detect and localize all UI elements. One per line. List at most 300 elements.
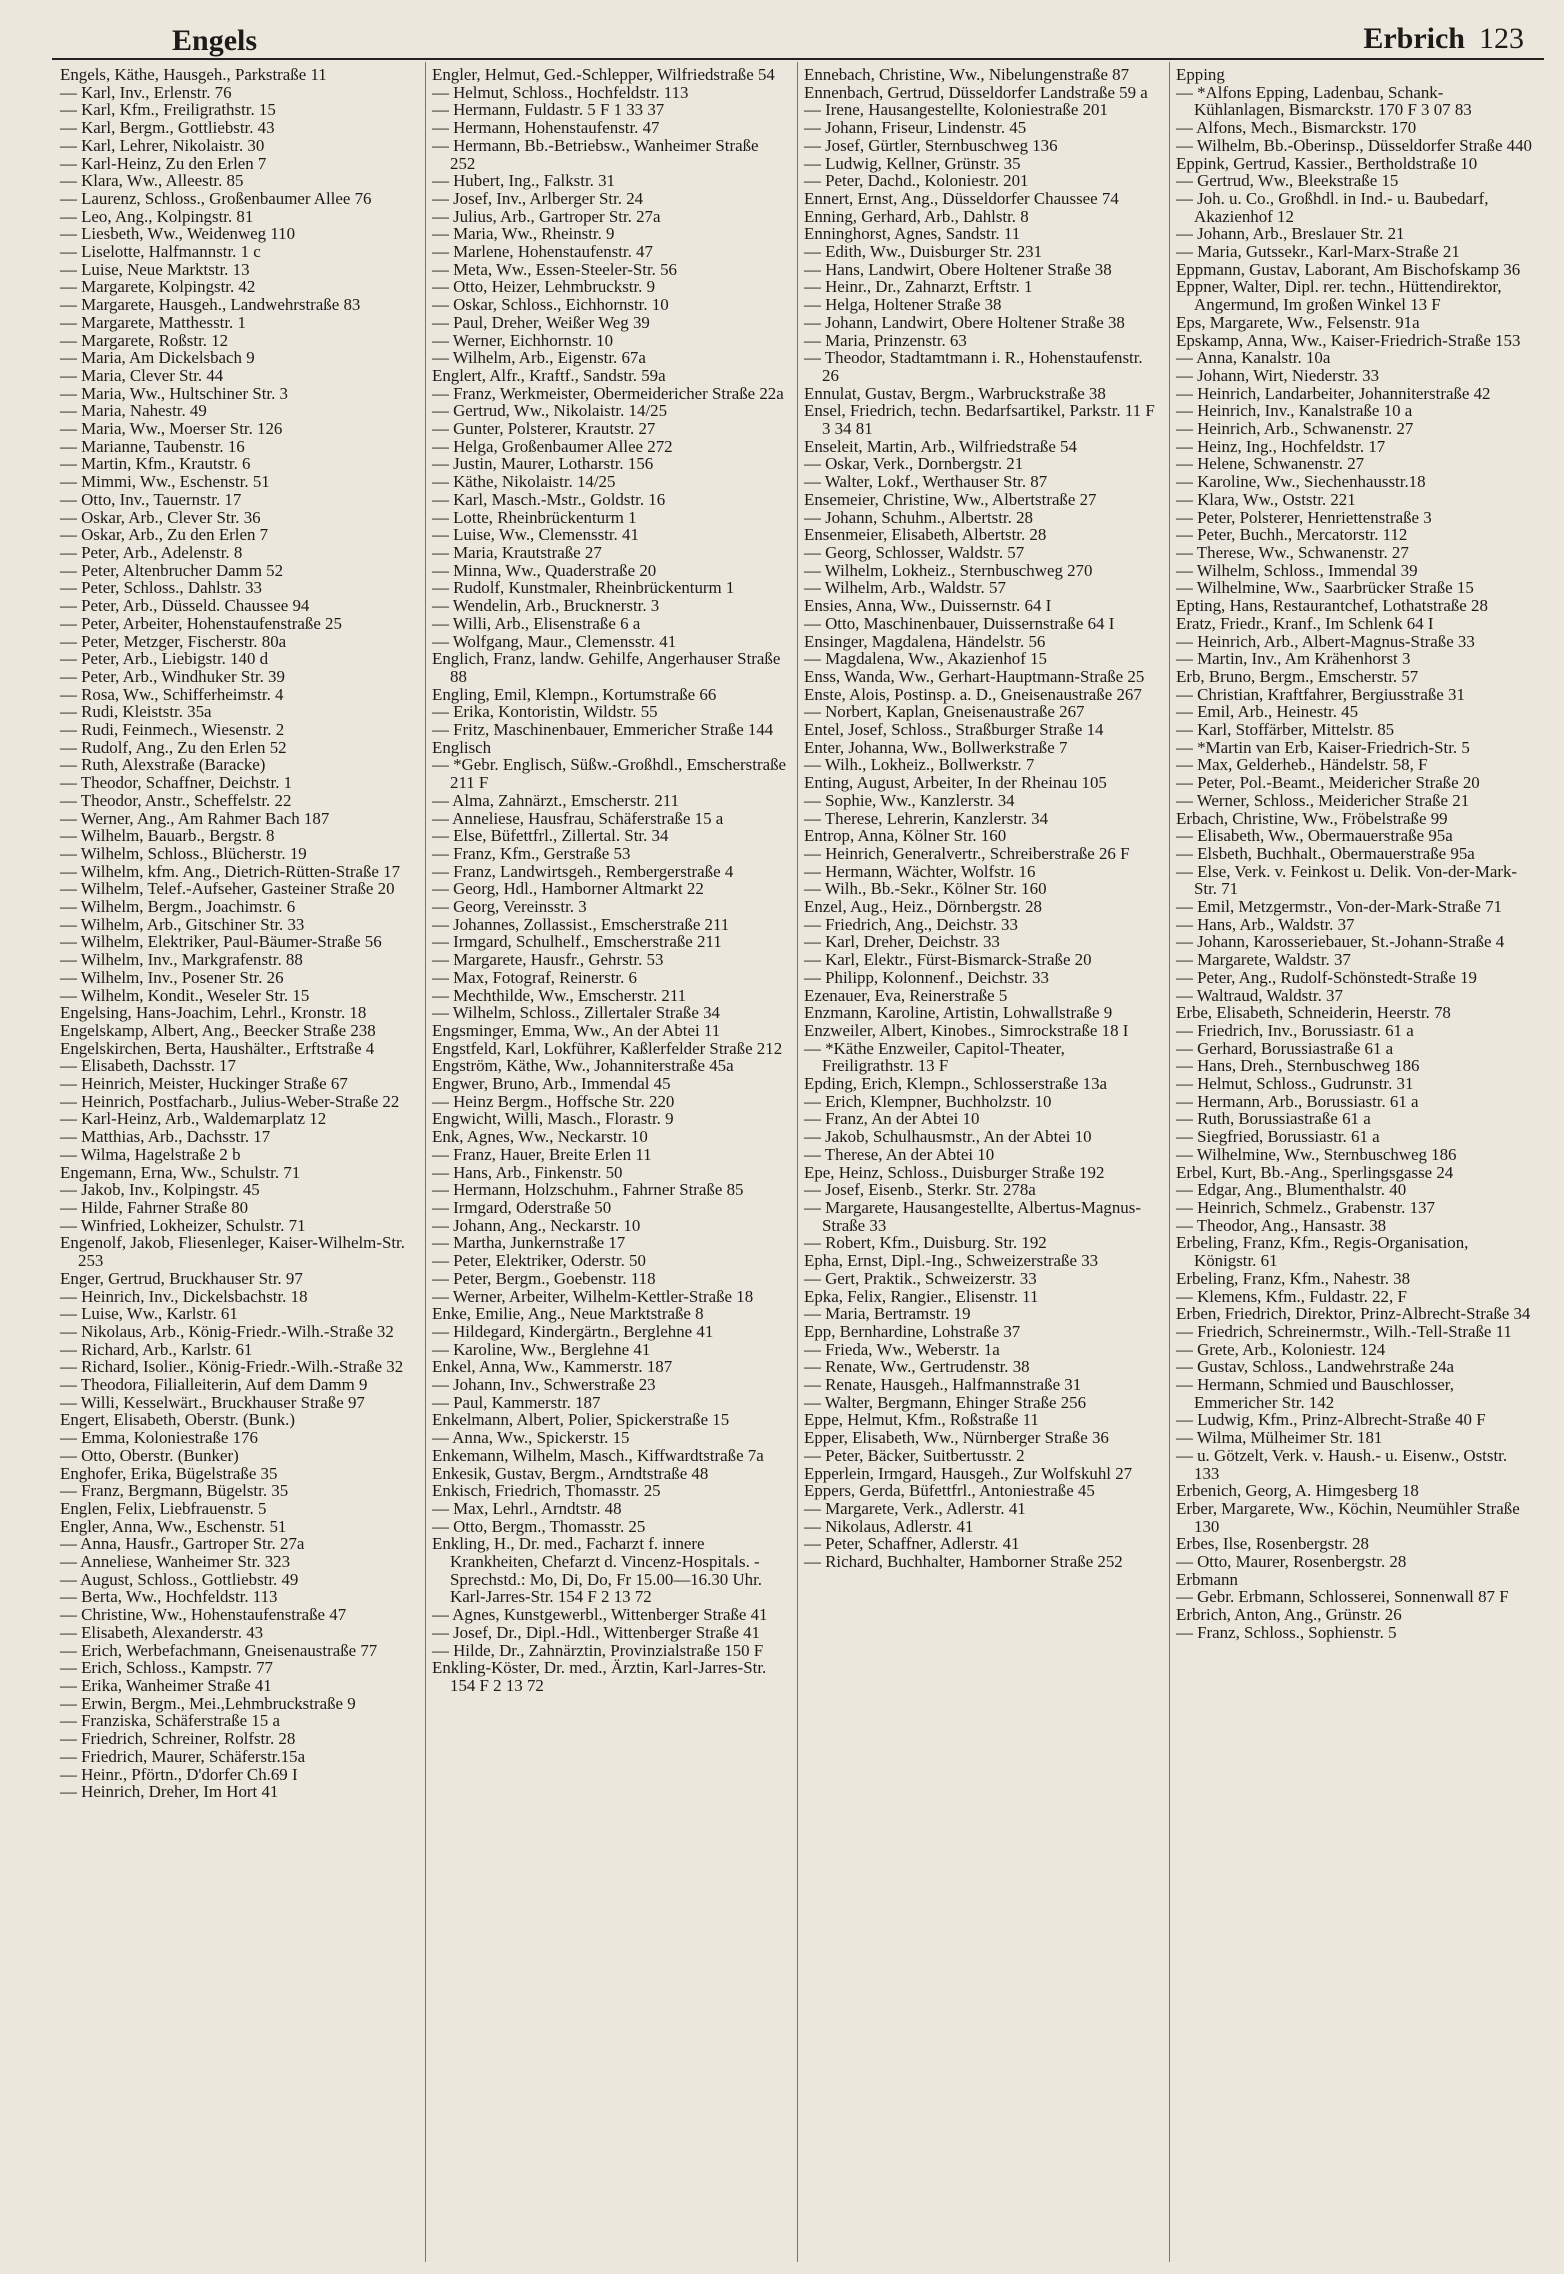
directory-entry: — Norbert, Kaplan, Gneisenaustraße 267 (804, 702, 1085, 722)
directory-entry: — Erwin, Bergm., Mei.,Lehmbruckstraße 9 (60, 1693, 356, 1713)
directory-entry: Engwicht, Willi, Masch., Florastr. 9 (432, 1109, 674, 1129)
directory-entry: — Heinrich, Postfacharb., Julius-Weber-Straße 22 (60, 1091, 400, 1111)
directory-entry: — Margarete, Waldstr. 37 (1176, 950, 1351, 970)
directory-entry: — Else, Büfettfrl., Zillertal. Str. 34 (432, 826, 669, 846)
directory-entry: — Karl, Kfm., Freiligrathstr. 15 (60, 100, 276, 120)
directory-entry: — Peter, Schloss., Dahlstr. 33 (60, 578, 263, 598)
directory-entry: — Marlene, Hohenstaufenstr. 47 (432, 242, 653, 262)
directory-entry: — Erika, Kontoristin, Wildstr. 55 (432, 702, 658, 722)
directory-entry: — Margarete, Roßstr. 12 (60, 330, 229, 350)
directory-entry: Englisch (432, 737, 492, 757)
directory-entry: — Franz, Kfm., Gerstraße 53 (432, 843, 631, 863)
directory-entry: — Franz, Landwirtsgeh., Rembergerstraße 4 (432, 861, 734, 881)
directory-entry: — Peter, Altenbrucher Damm 52 (60, 560, 284, 580)
directory-entry: Ensenmeier, Elisabeth, Albertstr. 28 (804, 525, 1047, 545)
directory-entry: — Johann, Karosseriebauer, St.-Johann-Straße 4 (1176, 932, 1505, 952)
directory-entry: Eppmann, Gustav, Laborant, Am Bischofskamp 36 (1176, 259, 1521, 279)
directory-entry: — Otto, Maurer, Rosenbergstr. 28 (1176, 1552, 1407, 1572)
directory-entry: — Richard, Arb., Karlstr. 61 (60, 1339, 253, 1359)
directory-entry: Engwer, Bruno, Arb., Immendal 45 (432, 1074, 671, 1094)
directory-entry: Engler, Anna, Ww., Eschenstr. 51 (60, 1516, 287, 1536)
directory-entry: — Peter, Arb., Liebigstr. 140 d (60, 649, 269, 669)
directory-entry: — Maria, Am Dickelsbach 9 (60, 348, 255, 368)
directory-entry: — Irmgard, Schulhelf., Emscherstraße 211 (432, 932, 722, 952)
directory-entry: Engelsing, Hans-Joachim, Lehrl., Kronstr. 18 (60, 1003, 367, 1023)
directory-entry: — Otto, Oberstr. (Bunker) (60, 1445, 239, 1465)
directory-entry: — Edgar, Ang., Blumenthalstr. 40 (1176, 1180, 1407, 1200)
directory-entry: — Theodor, Anstr., Scheffelstr. 22 (60, 790, 292, 810)
directory-entry: Englert, Alfr., Kraftf., Sandstr. 59a (432, 365, 666, 385)
header-right (1363, 22, 1524, 56)
directory-entry: Enkling, H., Dr. med., Facharzt f. innere Krankheiten, Chefarzt d. Vincenz-Hospitals. - Sprechstd.: Mo, Di, Do, Fr 15.00—16.30 Uhr. Karl-Jarres-Str. 154 F 2 13 72 (432, 1534, 763, 1607)
directory-entry: — Wilma, Mülheimer Str. 181 (1176, 1428, 1383, 1448)
directory-entry: — Klemens, Kfm., Fuldastr. 22, F (1176, 1286, 1407, 1306)
directory-entry: Enter, Johanna, Ww., Bollwerkstraße 7 (804, 737, 1068, 757)
directory-entry: — Gebr. Erbmann, Schlosserei, Sonnenwall 87 F (1176, 1587, 1509, 1607)
directory-entry: — Fritz, Maschinenbauer, Emmericher Straße 144 (432, 720, 774, 740)
directory-entry: — Johann, Wirt, Niederstr. 33 (1176, 365, 1380, 385)
directory-entry: Engsminger, Emma, Ww., An der Abtei 11 (432, 1020, 721, 1040)
directory-entry: Erbrich, Anton, Ang., Grünstr. 26 (1176, 1605, 1402, 1625)
directory-entry: — Emma, Koloniestraße 176 (60, 1428, 258, 1448)
directory-entry: — Winfried, Lokheizer, Schulstr. 71 (60, 1215, 306, 1235)
directory-entry: — Wilhelm, Inv., Posener Str. 26 (60, 967, 284, 987)
directory-entry: Ennenbach, Gertrud, Düsseldorfer Landstraße 59 a (804, 82, 1148, 102)
directory-entry: — Franz, An der Abtei 10 (804, 1109, 980, 1129)
directory-entry: — Hans, Landwirt, Obere Holtener Straße 38 (804, 259, 1112, 279)
directory-entry: — Hermann, Bb.-Betriebsw., Wanheimer Straße 252 (432, 135, 759, 173)
directory-entry: — Berta, Ww., Hochfeldstr. 113 (60, 1587, 278, 1607)
directory-entry: — Magdalena, Ww., Akazienhof 15 (804, 649, 1047, 669)
directory-entry: — Anna, Ww., Spickerstr. 15 (432, 1428, 630, 1448)
directory-entry: Epting, Hans, Restaurantchef, Lothatstraße 28 (1176, 596, 1488, 616)
directory-entry: — Therese, Lehrerin, Kanzlerstr. 34 (804, 808, 1049, 828)
directory-entry: — Waltraud, Waldstr. 37 (1176, 985, 1343, 1005)
directory-entry: Erbach, Christine, Ww., Fröbelstraße 99 (1176, 808, 1448, 828)
directory-entry: Enzweiler, Albert, Kinobes., Simrockstraße 18 I (804, 1020, 1129, 1040)
directory-entry: — Gustav, Schloss., Landwehrstraße 24a (1176, 1357, 1455, 1377)
directory-entry: — Anna, Kanalstr. 10a (1176, 348, 1331, 368)
directory-entry: — Erika, Wanheimer Straße 41 (60, 1675, 272, 1695)
directory-entry: — Maria, Ww., Moerser Str. 126 (60, 419, 283, 439)
directory-entry: — August, Schloss., Gottliebstr. 49 (60, 1569, 299, 1589)
directory-entry: — Georg, Hdl., Hamborner Altmarkt 22 (432, 879, 704, 899)
directory-entry: — Philipp, Kolonnenf., Deichstr. 33 (804, 967, 1049, 987)
directory-entry: — Wilhelm, Bauarb., Bergstr. 8 (60, 826, 275, 846)
directory-entry: — Heinrich, Generalvertr., Schreiberstraße 26 F (804, 843, 1130, 863)
directory-entry: — *Martin van Erb, Kaiser-Friedrich-Str. 5 (1176, 737, 1470, 757)
directory-entry: — Peter, Elektriker, Oderstr. 50 (432, 1251, 646, 1271)
directory-entry: — Nikolaus, Adlerstr. 41 (804, 1516, 974, 1536)
directory-entry: Engemann, Erna, Ww., Schulstr. 71 (60, 1162, 301, 1182)
directory-entry: — Maria, Bertramstr. 19 (804, 1304, 971, 1324)
directory-entry: — Otto, Inv., Tauernstr. 17 (60, 489, 242, 509)
directory-entry: Erbe, Elisabeth, Schneiderin, Heerstr. 78 (1176, 1003, 1451, 1023)
directory-entry: — Mechthilde, Ww., Emscherstr. 211 (432, 985, 687, 1005)
directory-entry: — Josef, Gürtler, Sternbuschweg 136 (804, 135, 1058, 155)
directory-entry: — Karl, Masch.-Mstr., Goldstr. 16 (432, 489, 666, 509)
directory-entry: Engelskirchen, Berta, Haushälter., Erftstraße 4 (60, 1038, 375, 1058)
directory-entry: Eratz, Friedr., Kranf., Im Schlenk 64 I (1176, 613, 1434, 633)
directory-entry: — Willi, Kesselwärt., Bruckhauser Straße 97 (60, 1392, 365, 1412)
directory-entry: — Lotte, Rheinbrückenturm 1 (432, 507, 637, 527)
header-right-guide-word: Erbrich (1363, 22, 1465, 55)
directory-entry: Engels, Käthe, Hausgeh., Parkstraße 11 (60, 65, 327, 84)
directory-entry: Entel, Josef, Schloss., Straßburger Straße 14 (804, 720, 1104, 740)
directory-entry: — Werner, Ang., Am Rahmer Bach 187 (60, 808, 330, 828)
directory-entry: Erbel, Kurt, Bb.-Ang., Sperlingsgasse 24 (1176, 1162, 1454, 1182)
directory-entry: — Klara, Ww., Oststr. 221 (1176, 489, 1356, 509)
directory-entry: — Mimmi, Ww., Eschenstr. 51 (60, 472, 270, 492)
directory-entry: Enning, Gerhard, Arb., Dahlstr. 8 (804, 206, 1029, 226)
directory-entry: — Johann, Inv., Schwerstraße 23 (432, 1375, 656, 1395)
directory-entry: Erbes, Ilse, Rosenbergstr. 28 (1176, 1534, 1369, 1554)
directory-entry: Enting, August, Arbeiter, In der Rheinau 105 (804, 773, 1107, 793)
directory-entry: — Minna, Ww., Quaderstraße 20 (432, 560, 657, 580)
directory-entry: — Johann, Schuhm., Albertstr. 28 (804, 507, 1033, 527)
directory-entry: Enghofer, Erika, Bügelstraße 35 (60, 1463, 278, 1483)
directory-entry: Ensel, Friedrich, techn. Bedarfsartikel, Parkstr. 11 F 3 34 81 (804, 401, 1155, 439)
directory-entry: — Georg, Vereinsstr. 3 (432, 897, 587, 917)
directory-entry: — Friedrich, Schreiner, Rolfstr. 28 (60, 1729, 296, 1749)
directory-entry: — Karoline, Ww., Siechenhausstr.18 (1176, 472, 1426, 492)
directory-entry: — Werner, Eichhornstr. 10 (432, 330, 614, 350)
directory-entry: Engstfeld, Karl, Lokführer, Kaßlerfelder Straße 212 (432, 1038, 783, 1058)
directory-entry: — Elisabeth, Alexanderstr. 43 (60, 1622, 264, 1642)
directory-entry: — Wilhelm, kfm. Ang., Dietrich-Rütten-Straße 17 (60, 861, 401, 881)
directory-entry: — Richard, Buchhalter, Hamborner Straße 252 (804, 1552, 1123, 1572)
directory-entry: — Peter, Arbeiter, Hohenstaufenstraße 25 (60, 613, 342, 633)
directory-entry: — Therese, An der Abtei 10 (804, 1144, 995, 1164)
directory-entry: — Meta, Ww., Essen-Steeler-Str. 56 (432, 259, 677, 279)
directory-entry: — Paul, Kammerstr. 187 (432, 1392, 601, 1412)
directory-entry: — Franz, Schloss., Sophienstr. 5 (1176, 1622, 1397, 1642)
directory-entry: — Johannes, Zollassist., Emscherstraße 211 (432, 914, 730, 934)
directory-entry: — Maria, Clever Str. 44 (60, 365, 224, 385)
directory-entry: — Peter, Ang., Rudolf-Schönstedt-Straße 19 (1176, 967, 1477, 987)
directory-entry: — Wilhelm, Arb., Gitschiner Str. 33 (60, 914, 305, 934)
directory-entry: — Margarete, Matthesstr. 1 (60, 312, 246, 332)
directory-entry: — Elisabeth, Ww., Obermauerstraße 95a (1176, 826, 1453, 846)
directory-entry: — Wilhelm, Kondit., Weseler Str. 15 (60, 985, 310, 1005)
directory-entry: — Ludwig, Kellner, Grünstr. 35 (804, 153, 1021, 173)
directory-entry: — Hermann, Holzschuhm., Fahrner Straße 85 (432, 1180, 744, 1200)
directory-entry: — Heinz, Ing., Hochfeldstr. 17 (1176, 436, 1386, 456)
directory-entry: — Alfons, Mech., Bismarckstr. 170 (1176, 118, 1417, 138)
directory-entry: — Hilde, Dr., Zahnärztin, Provinzialstraße 150 F (432, 1640, 764, 1660)
directory-entry: Epperlein, Irmgard, Hausgeh., Zur Wolfskuhl 27 (804, 1463, 1133, 1483)
directory-entry: — Gerhard, Borussiastraße 61 a (1176, 1038, 1394, 1058)
directory-entry: Eppink, Gertrud, Kassier., Bertholdstraße 10 (1176, 153, 1478, 173)
page-header (52, 18, 1544, 60)
directory-entry: Enzel, Aug., Heiz., Dörnbergstr. 28 (804, 897, 1042, 917)
directory-entry: — Margarete, Hausfr., Gehrstr. 53 (432, 950, 664, 970)
directory-entry: — Peter, Polsterer, Henriettenstraße 3 (1176, 507, 1432, 527)
directory-entry: — Heinrich, Landarbeiter, Johanniterstraße 42 (1176, 383, 1491, 403)
directory-entry: — Wilhelm, Schloss., Zillertaler Straße 34 (432, 1003, 720, 1023)
directory-entry: Erbeling, Franz, Kfm., Nahestr. 38 (1176, 1268, 1411, 1288)
directory-entry: — Wendelin, Arb., Brucknerstr. 3 (432, 596, 660, 616)
header-left-guide-word: Engels (172, 24, 258, 57)
directory-entry: — Friedrich, Schreinermstr., Wilh.-Tell-Straße 11 (1176, 1321, 1512, 1341)
directory-entry: Enkisch, Friedrich, Thomasstr. 25 (432, 1481, 661, 1501)
directory-entry: — Maria, Prinzenstr. 63 (804, 330, 967, 350)
directory-entry: — Wilhelm, Inv., Markgrafenstr. 88 (60, 950, 303, 970)
directory-entry: Enzmann, Karoline, Artistin, Lohwallstraße 9 (804, 1003, 1113, 1023)
directory-entry: — Wilhelm, Telef.-Aufseher, Gasteiner Straße 20 (60, 879, 395, 899)
directory-entry: — Nikolaus, Arb., König-Friedr.-Wilh.-Straße 32 (60, 1321, 394, 1341)
directory-entry: — Oskar, Arb., Zu den Erlen 7 (60, 525, 269, 545)
directory-entry: — Rosa, Ww., Schifferheimstr. 4 (60, 684, 284, 704)
directory-entry: — Luise, Ww., Clemensstr. 41 (432, 525, 639, 545)
directory-entry: — Max, Fotograf, Reinerstr. 6 (432, 967, 638, 987)
directory-entry: — Hermann, Hohenstaufenstr. 47 (432, 118, 660, 138)
directory-entry: — Oskar, Schloss., Eichhornstr. 10 (432, 295, 669, 315)
directory-entry: Erber, Margarete, Ww., Köchin, Neumühler Straße 130 (1176, 1498, 1520, 1536)
directory-entry: — Heinrich, Arb., Albert-Magnus-Straße 33 (1176, 631, 1475, 651)
directory-entry: Engler, Helmut, Ged.-Schlepper, Wilfriedstraße 54 (432, 65, 775, 84)
directory-entry: — Hermann, Fuldastr. 5 F 1 33 37 (432, 100, 665, 120)
directory-entry: Enninghorst, Agnes, Sandstr. 11 (804, 224, 1021, 244)
directory-entry: — Oskar, Verk., Dornbergstr. 21 (804, 454, 1024, 474)
directory-entry: — Theodor, Ang., Hansastr. 38 (1176, 1215, 1387, 1235)
column-4 (1170, 62, 1542, 2262)
directory-entry: Enkel, Anna, Ww., Kammerstr. 187 (432, 1357, 673, 1377)
directory-entry: — Alma, Zahnärzt., Emscherstr. 211 (432, 790, 680, 810)
directory-entry: Englich, Franz, landw. Gehilfe, Angerhauser Straße 88 (432, 649, 781, 686)
directory-entry: — Emil, Metzgermstr., Von-der-Mark-Straße 71 (1176, 897, 1502, 917)
directory-entry: — Peter, Arb., Windhuker Str. 39 (60, 666, 285, 686)
directory-entry: Ensies, Anna, Ww., Duissernstr. 64 I (804, 596, 1052, 616)
directory-entry: — Sophie, Ww., Kanzlerstr. 34 (804, 790, 1015, 810)
directory-entry: Enste, Alois, Postinsp. a. D., Gneisenaustraße 267 (804, 684, 1142, 704)
directory-entry: — Peter, Bergm., Goebenstr. 118 (432, 1268, 656, 1288)
directory-entry: — Siegfried, Borussiastr. 61 a (1176, 1127, 1380, 1147)
directory-entry: — Heinr., Pförtn., D'dorfer Ch.69 I (60, 1764, 298, 1784)
page-number: 123 (1479, 22, 1524, 55)
directory-entry: — Maria, Ww., Hultschiner Str. 3 (60, 383, 288, 403)
directory-entry: — Luise, Ww., Karlstr. 61 (60, 1304, 238, 1324)
directory-entry: — Franziska, Schäferstraße 15 a (60, 1711, 280, 1731)
directory-entry: — Theodor, Stadtamtmann i. R., Hohenstaufenstr. 26 (804, 348, 1143, 385)
directory-columns (54, 62, 1544, 2262)
directory-entry: — *Käthe Enzweiler, Capitol-Theater, Freiligrathstr. 13 F (804, 1038, 1065, 1076)
directory-entry: — Heinrich, Schmelz., Grabenstr. 137 (1176, 1198, 1435, 1217)
directory-entry: Ennert, Ernst, Ang., Düsseldorfer Chaussee 74 (804, 188, 1119, 208)
directory-entry: — Friedrich, Maurer, Schäferstr.15a (60, 1746, 306, 1766)
directory-entry: Ennebach, Christine, Ww., Nibelungenstraße 87 (804, 65, 1130, 84)
directory-entry: — Heinz Bergm., Hoffsche Str. 220 (432, 1091, 675, 1111)
directory-entry: — Peter, Metzger, Fischerstr. 80a (60, 631, 287, 651)
directory-entry: Eps, Margarete, Ww., Felsenstr. 91a (1176, 312, 1420, 332)
directory-entry: — Wilhelm, Arb., Waldstr. 57 (804, 578, 1006, 598)
directory-entry: — Anna, Hausfr., Gartroper Str. 27a (60, 1534, 305, 1554)
directory-entry: — Heinrich, Dreher, Im Hort 41 (60, 1782, 279, 1802)
directory-entry: — Else, Verk. v. Feinkost u. Delik. Von-der-Mark-Str. 71 (1176, 861, 1518, 899)
directory-entry: — Leo, Ang., Kolpingstr. 81 (60, 206, 254, 226)
directory-entry: Englen, Felix, Liebfrauenstr. 5 (60, 1498, 267, 1518)
directory-entry: — Elisabeth, Dachsstr. 17 (60, 1056, 236, 1076)
directory-entry: — Käthe, Nikolaistr. 14/25 (432, 472, 616, 492)
directory-entry: — Edith, Ww., Duisburger Str. 231 (804, 242, 1043, 262)
directory-entry: — Martin, Kfm., Krautstr. 6 (60, 454, 251, 474)
directory-entry: — Ruth, Alexstraße (Baracke) (60, 755, 266, 775)
directory-entry: — Elsbeth, Buchhalt., Obermauerstraße 95a (1176, 843, 1475, 863)
directory-entry: Engelskamp, Albert, Ang., Beecker Straße 238 (60, 1020, 376, 1040)
directory-entry: — Wilhelm, Elektriker, Paul-Bäumer-Straße 56 (60, 932, 382, 952)
directory-entry: — Werner, Arbeiter, Wilhelm-Kettler-Straße 18 (432, 1286, 754, 1306)
directory-entry: — Gertrud, Ww., Bleekstraße 15 (1176, 171, 1399, 191)
directory-entry: — Ruth, Borussiastraße 61 a (1176, 1109, 1371, 1129)
directory-entry: — Helene, Schwanenstr. 27 (1176, 454, 1365, 474)
directory-entry: — Wilhelm, Lokheiz., Sternbuschweg 270 (804, 560, 1093, 580)
directory-entry: — Gert, Praktik., Schweizerstr. 33 (804, 1268, 1037, 1288)
directory-entry: — Helga, Holtener Straße 38 (804, 295, 1002, 315)
directory-entry: Engling, Emil, Klempn., Kortumstraße 66 (432, 684, 717, 704)
directory-entry: Eppers, Gerda, Büfettfrl., Antoniestraße 45 (804, 1481, 1095, 1501)
directory-entry: — Peter, Bäcker, Suitbertusstr. 2 (804, 1445, 1025, 1465)
directory-entry: Enseleit, Martin, Arb., Wilfriedstraße 54 (804, 436, 1077, 456)
directory-entry: — Margarete, Hausangestellte, Albertus-Magnus-Straße 33 (804, 1198, 1141, 1235)
directory-entry: — Laurenz, Schloss., Großenbaumer Allee 76 (60, 188, 372, 208)
directory-entry: — Matthias, Arb., Dachsstr. 17 (60, 1127, 271, 1147)
directory-entry: — Johann, Landwirt, Obere Holtener Straße 38 (804, 312, 1125, 332)
directory-entry: — Peter, Arb., Düsseld. Chaussee 94 (60, 596, 310, 616)
directory-entry: — Heinrich, Meister, Huckinger Straße 67 (60, 1074, 348, 1094)
directory-entry: Engert, Elisabeth, Oberstr. (Bunk.) (60, 1410, 296, 1430)
directory-entry: — Maria, Gutssekr., Karl-Marx-Straße 21 (1176, 242, 1460, 262)
directory-entry: — Josef, Dr., Dipl.-Hdl., Wittenberger Straße 41 (432, 1622, 761, 1642)
directory-entry: — Erich, Werbefachmann, Gneisenaustraße 77 (60, 1640, 378, 1660)
directory-entry: — Otto, Maschinenbauer, Duissernstraße 64 I (804, 613, 1115, 633)
directory-entry: — Erich, Schloss., Kampstr. 77 (60, 1658, 273, 1678)
directory-entry: Erbmann (1176, 1569, 1238, 1589)
directory-entry: Ensinger, Magdalena, Händelstr. 56 (804, 631, 1046, 651)
directory-entry: — Rudolf, Ang., Zu den Erlen 52 (60, 737, 287, 757)
directory-entry: — Rudi, Kleiststr. 35a (60, 702, 212, 722)
directory-entry: — Karl, Inv., Erlenstr. 76 (60, 82, 232, 102)
directory-entry: Erb, Bruno, Bergm., Emscherstr. 57 (1176, 666, 1419, 686)
directory-entry: Engenolf, Jakob, Fliesenleger, Kaiser-Wilhelm-Str. 253 (60, 1233, 405, 1271)
directory-entry: — Helmut, Schloss., Hochfeldstr. 113 (432, 82, 689, 102)
directory-entry: — Wolfgang, Maur., Clemensstr. 41 (432, 631, 677, 651)
column-2 (426, 62, 798, 2262)
directory-entry: Engström, Käthe, Ww., Johanniterstraße 45a (432, 1056, 734, 1076)
directory-entry: — Josef, Eisenb., Sterkr. Str. 278a (804, 1180, 1036, 1200)
directory-entry: Epha, Ernst, Dipl.-Ing., Schweizerstraße 33 (804, 1251, 1099, 1271)
directory-entry: — Irene, Hausangestellte, Koloniestraße 201 (804, 100, 1108, 120)
directory-entry: — Margarete, Hausgeh., Landwehrstraße 83 (60, 295, 361, 315)
directory-entry: — Jakob, Schulhausmstr., An der Abtei 10 (804, 1127, 1092, 1147)
directory-entry: — Walter, Lokf., Werthauser Str. 87 (804, 472, 1048, 492)
directory-entry: — Willi, Arb., Elisenstraße 6 a (432, 613, 641, 633)
directory-entry: — Hermann, Schmied und Bauschlosser, Emmericher Str. 142 (1176, 1375, 1454, 1412)
directory-entry: — Marianne, Taubenstr. 16 (60, 436, 245, 456)
directory-entry: — Martha, Junkernstraße 17 (432, 1233, 626, 1253)
directory-entry: — Wilhelm, Bergm., Joachimstr. 6 (60, 897, 296, 917)
directory-entry: — Frieda, Ww., Weberstr. 1a (804, 1339, 1000, 1359)
directory-entry: — Gertrud, Ww., Nikolaistr. 14/25 (432, 401, 668, 421)
directory-entry: Ensemeier, Christine, Ww., Albertstraße 27 (804, 489, 1097, 509)
directory-entry: — Hans, Dreh., Sternbuschweg 186 (1176, 1056, 1420, 1076)
directory-entry: — Wilh., Lokheiz., Bollwerkstr. 7 (804, 755, 1035, 775)
directory-entry: — Hermann, Arb., Borussiastr. 61 a (1176, 1091, 1419, 1111)
directory-entry: Enke, Emilie, Ang., Neue Marktstraße 8 (432, 1304, 704, 1324)
directory-entry: — Peter, Dachd., Koloniestr. 201 (804, 171, 1029, 191)
directory-entry: — Theodor, Schaffner, Deichstr. 1 (60, 773, 293, 793)
directory-entry: — Renate, Ww., Gertrudenstr. 38 (804, 1357, 1030, 1377)
directory-entry: — Hermann, Wächter, Wolfstr. 16 (804, 861, 1036, 881)
directory-entry: — Otto, Bergm., Thomasstr. 25 (432, 1516, 646, 1536)
directory-entry: — Johann, Ang., Neckarstr. 10 (432, 1215, 641, 1235)
directory-entry: Epka, Felix, Rangier., Elisenstr. 11 (804, 1286, 1039, 1306)
directory-entry: — Wilma, Hagelstraße 2 b (60, 1144, 241, 1164)
directory-entry: Enkling-Köster, Dr. med., Ärztin, Karl-Jarres-Str. 154 F 2 13 72 (432, 1658, 767, 1695)
directory-entry: — Heinr., Dr., Zahnarzt, Erftstr. 1 (804, 277, 1033, 297)
directory-entry: — Franz, Bergmann, Bügelstr. 35 (60, 1481, 289, 1501)
directory-entry: — Liesbeth, Ww., Weidenweg 110 (60, 224, 296, 244)
directory-entry: — Agnes, Kunstgewerbl., Wittenberger Straße 41 (432, 1605, 768, 1625)
directory-entry: — Theodora, Filialleiterin, Auf dem Damm 9 (60, 1375, 368, 1395)
directory-entry: Epping (1176, 65, 1225, 84)
directory-entry: — Karl-Heinz, Zu den Erlen 7 (60, 153, 267, 173)
directory-entry: — Klara, Ww., Alleestr. 85 (60, 171, 244, 191)
directory-entry: Enss, Wanda, Ww., Gerhart-Hauptmann-Straße 25 (804, 666, 1145, 686)
directory-entry: — Johann, Friseur, Lindenstr. 45 (804, 118, 1027, 138)
directory-entry: — Anneliese, Wanheimer Str. 323 (60, 1552, 291, 1572)
directory-entry: Ezenauer, Eva, Reinerstraße 5 (804, 985, 1008, 1005)
directory-entry: — Karl-Heinz, Arb., Waldemarplatz 12 (60, 1109, 327, 1129)
directory-entry: — Margarete, Kolpingstr. 42 (60, 277, 256, 297)
directory-entry: Enkelmann, Albert, Polier, Spickerstraße 15 (432, 1410, 730, 1430)
directory-entry: — Gunter, Polsterer, Krautstr. 27 (432, 419, 656, 439)
directory-entry: Erben, Friedrich, Direktor, Prinz-Albrecht-Straße 34 (1176, 1304, 1531, 1324)
directory-entry: — Irmgard, Oderstraße 50 (432, 1198, 612, 1217)
directory-entry: Eppe, Helmut, Kfm., Roßstraße 11 (804, 1410, 1039, 1430)
directory-entry: — Georg, Schlosser, Waldstr. 57 (804, 542, 1025, 562)
directory-entry: — Peter, Schaffner, Adlerstr. 41 (804, 1534, 1020, 1554)
directory-entry: — *Alfons Epping, Ladenbau, Schank-Kühlanlagen, Bismarckstr. 170 F 3 07 83 (1176, 82, 1472, 120)
directory-entry: — Heinrich, Arb., Schwanenstr. 27 (1176, 419, 1414, 439)
directory-entry: — Otto, Heizer, Lehmbruckstr. 9 (432, 277, 656, 297)
directory-entry: — Franz, Hauer, Breite Erlen 11 (432, 1144, 652, 1164)
directory-entry: — Helga, Großenbaumer Allee 272 (432, 436, 673, 456)
directory-entry: — Werner, Schloss., Meidericher Straße 21 (1176, 790, 1470, 810)
directory-entry: — Hubert, Ing., Falkstr. 31 (432, 171, 615, 191)
directory-entry: Epp, Bernhardine, Lohstraße 37 (804, 1321, 1021, 1341)
directory-entry: — Heinrich, Inv., Dickelsbachstr. 18 (60, 1286, 308, 1306)
directory-entry: — Karl, Stoffärber, Mittelstr. 85 (1176, 720, 1395, 740)
directory-entry: — Josef, Inv., Arlberger Str. 24 (432, 188, 644, 208)
directory-entry: Epding, Erich, Klempn., Schlosserstraße 13a (804, 1074, 1108, 1094)
directory-entry: — Margarete, Verk., Adlerstr. 41 (804, 1498, 1026, 1518)
directory-entry: Erbenich, Georg, A. Himgesberg 18 (1176, 1481, 1419, 1501)
directory-entry: Enkesik, Gustav, Bergm., Arndtstraße 48 (432, 1463, 709, 1483)
directory-entry: — Julius, Arb., Gartroper Str. 27a (432, 206, 661, 226)
directory-entry: — Luise, Neue Marktstr. 13 (60, 259, 250, 279)
column-1 (54, 62, 426, 2262)
directory-entry: — Justin, Maurer, Lotharstr. 156 (432, 454, 654, 474)
directory-entry: — Wilhelm, Schloss., Immendal 39 (1176, 560, 1418, 580)
directory-entry: — u. Götzelt, Verk. v. Haush.- u. Eisenw., Oststr. 133 (1176, 1445, 1508, 1483)
directory-entry: — Maria, Krautstraße 27 (432, 542, 602, 562)
directory-entry: — Christian, Kraftfahrer, Bergiusstraße 31 (1176, 684, 1465, 704)
directory-entry: — *Gebr. Englisch, Süßw.-Großhdl., Emscherstraße 211 F (432, 755, 787, 793)
directory-entry: — Karl, Elektr., Fürst-Bismarck-Straße 20 (804, 950, 1092, 970)
directory-entry: — Friedrich, Ang., Deichstr. 33 (804, 914, 1018, 934)
directory-entry: — Johann, Arb., Breslauer Str. 21 (1176, 224, 1405, 244)
directory-entry: — Christine, Ww., Hohenstaufenstraße 47 (60, 1605, 347, 1625)
